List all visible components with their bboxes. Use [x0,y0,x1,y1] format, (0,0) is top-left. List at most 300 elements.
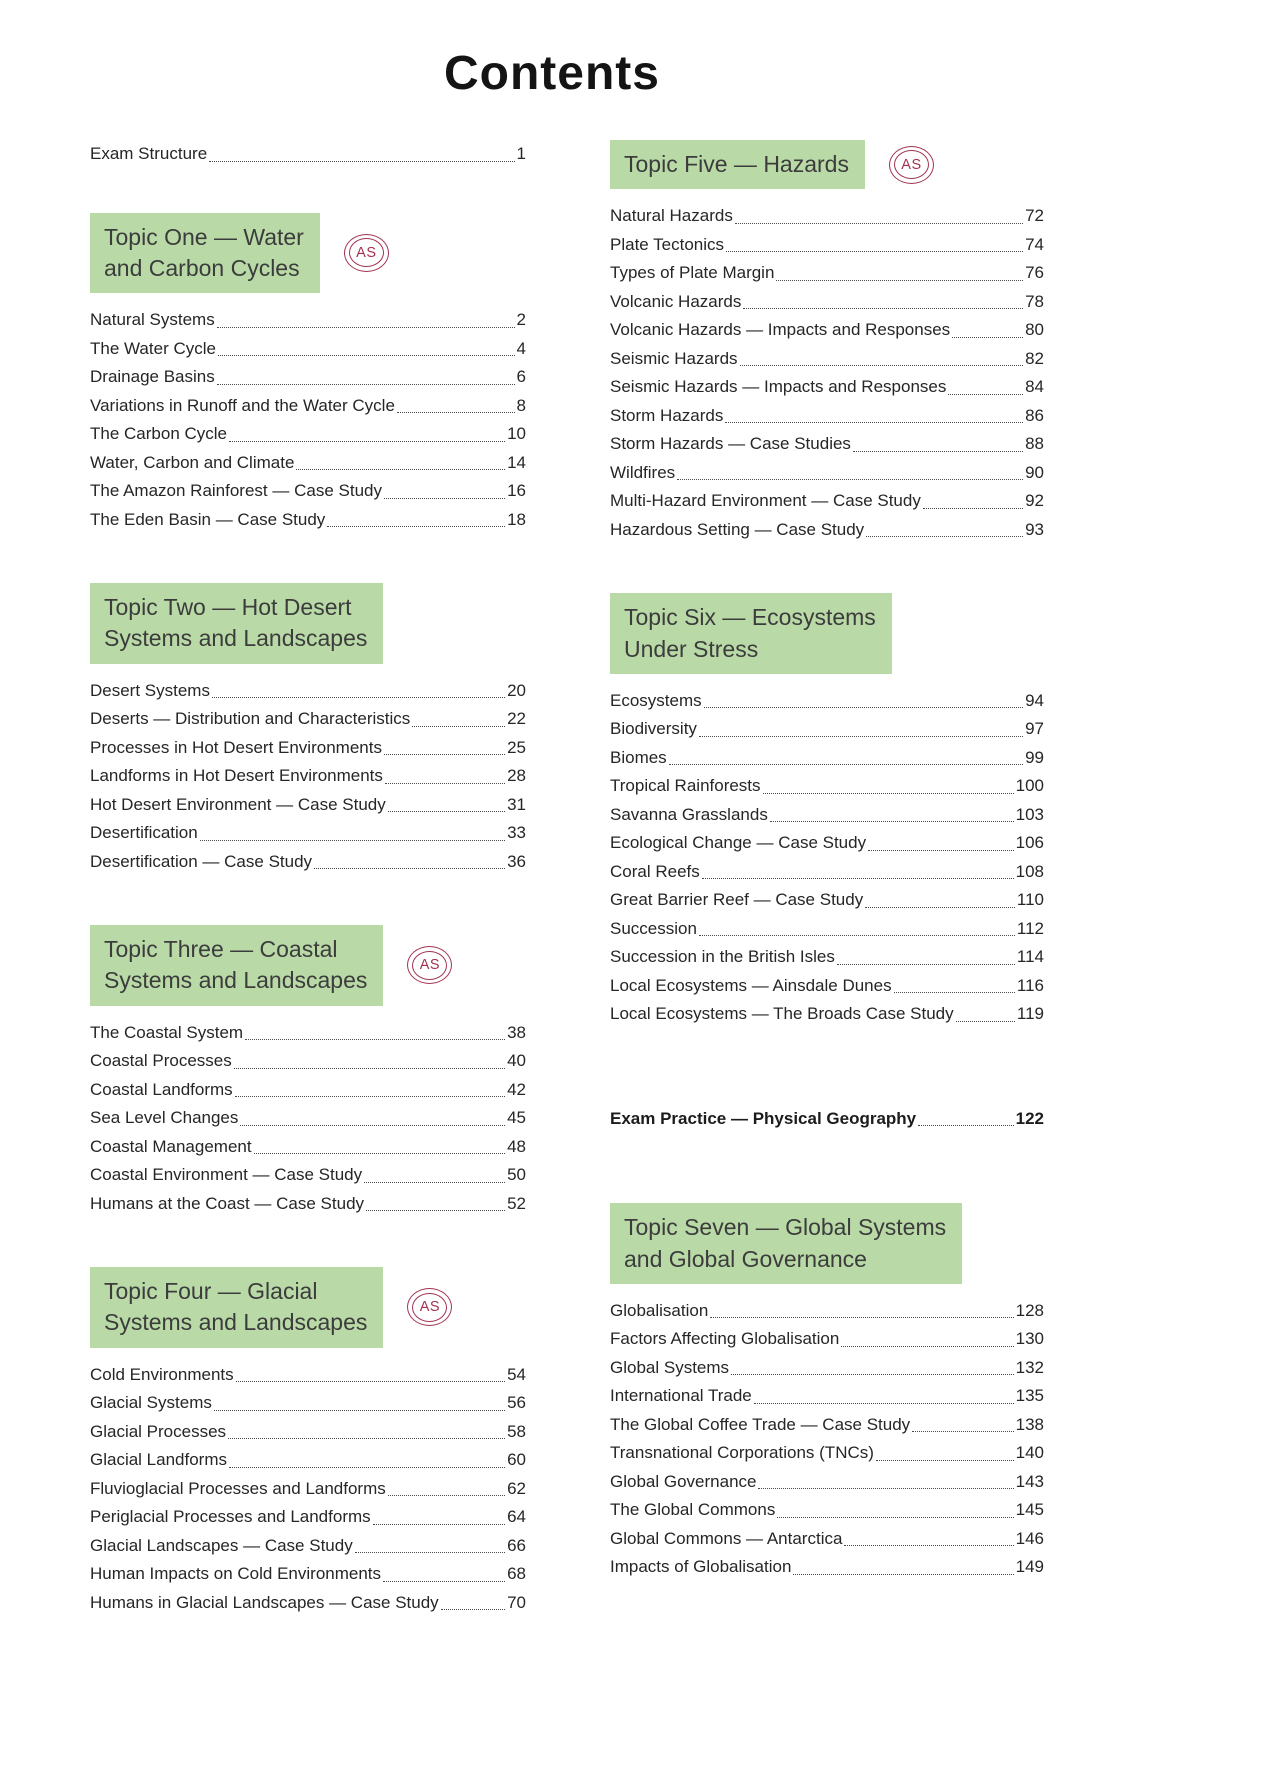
dot-leader [699,736,1023,737]
toc-entry-page-number: 42 [507,1079,526,1099]
toc-section [90,583,526,876]
toc-entry-label: Volcanic Hazards [610,291,742,311]
dot-leader [894,992,1015,993]
toc-entry [610,1411,1044,1440]
toc-entry [610,801,1044,830]
toc-entry-page-number: 78 [1025,291,1044,311]
as-level-badge-label: AS [349,238,384,267]
toc-entry-list [610,1297,1044,1582]
dot-leader [837,964,1015,965]
toc-entry-label: Water, Carbon and Climate [90,452,295,472]
dot-leader [735,223,1023,224]
dot-leader [677,479,1023,480]
toc-entry-label: Volcanic Hazards — Impacts and Responses [610,320,951,340]
toc-entry-page-number: 93 [1025,519,1044,539]
toc-entry-page-number: 58 [507,1421,526,1441]
dot-leader [229,441,505,442]
toc-entry [90,392,526,421]
toc-entry-label: Landforms in Hot Desert Environments [90,766,383,786]
toc-entry-label: Global Governance [610,1471,757,1491]
toc-entry [90,705,526,734]
toc-entry [610,1297,1044,1326]
toc-entry-list [610,202,1044,544]
toc-entry-label: International Trade [610,1386,752,1406]
dot-leader [254,1153,505,1154]
toc-entry-page-number: 31 [507,794,526,814]
dot-leader [212,697,505,698]
toc-entry-label: Humans at the Coast — Case Study [90,1193,365,1213]
dot-leader [702,878,1014,879]
toc-entry-label: Multi-Hazard Environment — Case Study [610,491,921,511]
toc-entry-label: Hot Desert Environment — Case Study [90,794,386,814]
topic-heading: Topic Seven — Global Systems and Global Governance [610,1203,962,1284]
toc-entry-page-number: 36 [507,851,526,871]
toc-entry-label: Types of Plate Margin [610,263,775,283]
toc-entry-label: Glacial Landscapes — Case Study [90,1535,353,1555]
toc-entry [90,506,526,535]
dot-leader [726,251,1023,252]
toc-entry-label: Impacts of Globalisation [610,1557,792,1577]
toc-entry-page-number: 74 [1025,234,1044,254]
dot-leader [952,337,1023,338]
toc-entry [90,1076,526,1105]
toc-entry [610,1105,1044,1134]
dot-leader [710,1317,1013,1318]
dot-leader [841,1346,1013,1347]
toc-entry-label: The Eden Basin — Case Study [90,509,326,529]
toc-entry [610,487,1044,516]
as-level-badge-label: AS [894,150,929,179]
dot-leader [236,1381,505,1382]
toc-entry [90,1019,526,1048]
toc-entry [90,791,526,820]
dot-leader [397,412,515,413]
toc-entry-label: Succession in the British Isles [610,947,835,967]
dot-leader [355,1552,505,1553]
toc-entry-page-number: 130 [1015,1329,1044,1349]
as-level-badge [344,234,389,272]
toc-entry-page-number: 128 [1015,1300,1044,1320]
toc-entry-page-number: 8 [516,395,526,415]
toc-entry-label: Sea Level Changes [90,1108,239,1128]
toc-entry-page-number: 4 [516,338,526,358]
toc-entry-page-number: 20 [507,680,526,700]
toc-entry-page-number: 106 [1015,833,1044,853]
toc-entry-page-number: 138 [1015,1414,1044,1434]
toc-entry [610,345,1044,374]
dot-leader [228,1438,505,1439]
toc-entry-page-number: 72 [1025,206,1044,226]
dot-leader [912,1431,1013,1432]
dot-leader [296,469,505,470]
toc-entry-label: Ecological Change — Case Study [610,833,867,853]
toc-entry-label: The Water Cycle [90,338,216,358]
toc-entry-label: Seismic Hazards — Impacts and Responses [610,377,947,397]
toc-entry [90,1560,526,1589]
toc-entry [610,915,1044,944]
dot-leader [388,811,505,812]
dot-leader [314,868,505,869]
dot-leader [384,754,505,755]
toc-entry-page-number: 48 [507,1136,526,1156]
toc-entry-label: Coastal Environment — Case Study [90,1165,363,1185]
toc-section [610,1105,1044,1134]
toc-entry-page-number: 22 [507,709,526,729]
toc-entry [90,848,526,877]
toc-entry-page-number: 92 [1025,491,1044,511]
dot-leader [704,707,1023,708]
dot-leader [743,308,1023,309]
toc-entry-label: Processes in Hot Desert Environments [90,737,382,757]
toc-section [90,1267,526,1617]
dot-leader [731,1374,1014,1375]
toc-entry-page-number: 132 [1015,1357,1044,1377]
toc-entry [90,1133,526,1162]
toc-entry [610,943,1044,972]
toc-entry-label: Succession [610,918,697,938]
toc-entry-label: The Coastal System [90,1022,244,1042]
toc-entry-page-number: 14 [507,452,526,472]
toc-entry [610,202,1044,231]
toc-entry-label: Biodiversity [610,719,697,739]
dot-leader [776,280,1023,281]
toc-entry-page-number: 86 [1025,405,1044,425]
toc-entry [610,430,1044,459]
toc-entry-page-number: 88 [1025,434,1044,454]
toc-entry-label: Coastal Landforms [90,1079,233,1099]
topic-heading-row [610,593,1044,674]
toc-entry-label: Global Systems [610,1357,730,1377]
toc-entry [610,1553,1044,1582]
dot-leader [923,508,1023,509]
topic-heading: Topic Five — Hazards [610,140,865,189]
toc-entry [610,687,1044,716]
as-level-badge [889,146,934,184]
dot-leader [777,1517,1013,1518]
toc-entry [610,259,1044,288]
toc-entry [90,1503,526,1532]
dot-leader [948,394,1023,395]
topic-heading-row [610,140,1044,189]
topic-heading: Topic Two — Hot Desert Systems and Landscapes [90,583,383,664]
topic-heading-row [610,1203,1044,1284]
toc-entry-page-number: 28 [507,766,526,786]
topic-heading-row [90,213,526,294]
toc-entry [610,516,1044,545]
toc-section [610,1203,1044,1582]
toc-entry-label: Great Barrier Reef — Case Study [610,890,864,910]
toc-entry-page-number: 62 [507,1478,526,1498]
dot-leader [327,526,505,527]
toc-entry-page-number: 116 [1016,975,1044,995]
toc-entry-label: Local Ecosystems — Ainsdale Dunes [610,975,892,995]
toc-entry [610,886,1044,915]
toc-entry [610,1325,1044,1354]
toc-entry-page-number: 56 [507,1393,526,1413]
toc-entry-page-number: 90 [1025,462,1044,482]
toc-entry-page-number: 38 [507,1022,526,1042]
dot-leader [229,1467,505,1468]
dot-leader [725,422,1023,423]
dot-leader [388,1495,505,1496]
dot-leader [793,1574,1013,1575]
toc-entry [90,1190,526,1219]
toc-entry-label: Fluvioglacial Processes and Landforms [90,1478,386,1498]
toc-section [90,925,526,1218]
toc-entry-page-number: 66 [507,1535,526,1555]
toc-entry-label: Variations in Runoff and the Water Cycle [90,395,395,415]
toc-entry-label: Natural Systems [90,310,215,330]
toc-entry-list [610,687,1044,1029]
toc-entry [90,1532,526,1561]
toc-entry-list [90,1019,526,1219]
dot-leader [235,1096,505,1097]
toc-entry-label: Wildfires [610,462,676,482]
toc-entry [610,1000,1044,1029]
toc-entry [610,1468,1044,1497]
toc-entry-label: Exam Structure [90,144,208,163]
toc-entry [90,449,526,478]
toc-entry-page-number: 149 [1015,1557,1044,1577]
toc-entry-page-number: 68 [507,1564,526,1584]
toc-section [610,140,1044,544]
toc-entry-page-number: 52 [507,1193,526,1213]
toc-entry-page-number: 70 [507,1592,526,1612]
toc-entry-label: The Global Coffee Trade — Case Study [610,1414,911,1434]
topic-heading: Topic Four — Glacial Systems and Landscapes [90,1267,383,1348]
toc-entry-label: Drainage Basins [90,367,215,387]
toc-entry [610,858,1044,887]
toc-entry-page-number: 64 [507,1507,526,1527]
toc-entry-list [90,306,526,534]
toc-entry [90,677,526,706]
toc-entry-label: Factors Affecting Globalisation [610,1329,840,1349]
toc-entry [610,772,1044,801]
toc-entry [610,744,1044,773]
toc-entry [610,1354,1044,1383]
toc-entry-label: Glacial Landforms [90,1450,228,1470]
dot-leader [383,1581,505,1582]
toc-entry-page-number: 10 [507,424,526,444]
toc-entry-page-number: 110 [1016,890,1044,910]
topic-heading-row [90,583,526,664]
toc-entry-page-number: 50 [507,1165,526,1185]
toc-entry-label: Human Impacts on Cold Environments [90,1564,382,1584]
topic-heading-row [90,1267,526,1348]
toc-entry-page-number: 100 [1015,776,1044,796]
toc-entry-page-number: 33 [507,823,526,843]
toc-entry [610,1525,1044,1554]
dot-leader [669,764,1023,765]
toc-entry [610,972,1044,1001]
dot-leader [763,793,1014,794]
toc-entry-label: Desertification — Case Study [90,851,313,871]
toc-entry-label: The Global Commons [610,1500,776,1520]
toc-entry-label: Periglacial Processes and Landforms [90,1507,371,1527]
toc-entry [610,402,1044,431]
dot-leader [240,1125,505,1126]
dot-leader [868,850,1014,851]
as-level-badge [407,1288,452,1326]
toc-entry-label: Natural Hazards [610,206,733,226]
as-level-badge-label: AS [412,1293,447,1322]
as-level-badge-label: AS [412,951,447,980]
toc-entry-page-number: 60 [507,1450,526,1470]
toc-section [90,213,526,535]
toc-entry-label: Desert Systems [90,680,210,700]
toc-entry-page-number: 76 [1025,263,1044,283]
dot-leader [373,1524,505,1525]
toc-entry-page-number: 119 [1016,1004,1044,1024]
toc-entry-label: Ecosystems [610,690,702,710]
toc-entry [610,1439,1044,1468]
toc-entry-page-number: 82 [1025,348,1044,368]
toc-entry [90,363,526,392]
toc-entry-label: Plate Tectonics [610,234,725,254]
toc-entry-page-number: 143 [1015,1471,1044,1491]
dot-leader [740,365,1024,366]
toc-entry-label: Coastal Management [90,1136,252,1156]
toc-entry-label: Glacial Systems [90,1393,212,1413]
toc-entry-page-number: 6 [516,367,526,387]
dot-leader [214,1410,505,1411]
toc-entry-page-number: 80 [1025,320,1044,340]
toc-entry-page-number: 18 [507,509,526,529]
toc-entry-page-number: 108 [1015,861,1044,881]
toc-entry [610,231,1044,260]
topic-heading: Topic Three — Coastal Systems and Landscapes [90,925,383,1006]
dot-leader [918,1125,1013,1126]
toc-entry-list [90,140,526,169]
toc-entry-label: Seismic Hazards [610,348,738,368]
toc-entry [90,734,526,763]
toc-entry-page-number: 114 [1016,947,1044,967]
toc-entry-label: Local Ecosystems — The Broads Case Study [610,1004,954,1024]
toc-entry-label: Storm Hazards — Case Studies [610,434,851,454]
toc-entry-page-number: 112 [1016,918,1044,938]
topic-heading: Topic One — Water and Carbon Cycles [90,213,320,294]
toc-entry-page-number: 135 [1015,1386,1044,1406]
toc-entry-list [610,1105,1044,1134]
toc-entry-label: Exam Practice — Physical Geography [610,1108,917,1128]
toc-entry-page-number: 84 [1025,377,1044,397]
dot-leader [853,451,1023,452]
toc-entry-label: The Carbon Cycle [90,424,228,444]
toc-entry-page-number: 103 [1015,804,1044,824]
toc-entry [610,288,1044,317]
toc-entry-page-number: 45 [507,1108,526,1128]
dot-leader [758,1488,1013,1489]
toc-entry-label: Hazardous Setting — Case Study [610,519,865,539]
toc-entry-label: Cold Environments [90,1364,234,1384]
toc-entry [610,459,1044,488]
dot-leader [218,355,515,356]
dot-leader [384,498,505,499]
toc-entry-page-number: 97 [1025,719,1044,739]
toc-section [610,593,1044,1029]
dot-leader [844,1545,1013,1546]
dot-leader [770,821,1014,822]
toc-entry [90,1446,526,1475]
as-level-badge [407,946,452,984]
contents-column-right [610,140,1044,1631]
toc-entry-page-number: 122 [1015,1108,1044,1128]
toc-entry-label: Desertification [90,823,198,843]
toc-entry [610,715,1044,744]
toc-entry [90,1104,526,1133]
toc-entry-label: Transnational Corporations (TNCs) [610,1443,874,1463]
dot-leader [364,1182,505,1183]
topic-heading: Topic Six — Ecosystems Under Stress [610,593,892,674]
toc-entry [90,335,526,364]
dot-leader [209,161,514,162]
toc-entry-list [90,1361,526,1618]
toc-entry-label: Globalisation [610,1300,709,1320]
dot-leader [412,726,505,727]
dot-leader [200,840,505,841]
toc-entry-label: Savanna Grasslands [610,804,768,824]
toc-entry-page-number: 140 [1015,1443,1044,1463]
topic-heading-row [90,925,526,1006]
toc-entry-page-number: 40 [507,1051,526,1071]
toc-entry-label: Tropical Rainforests [610,776,761,796]
toc-entry-page-number: 16 [507,481,526,501]
toc-entry [90,306,526,335]
contents-column-left [90,140,526,1666]
dot-leader [385,783,505,784]
toc-entry-page-number: 2 [516,310,526,330]
toc-entry-label: Coastal Processes [90,1051,232,1071]
toc-entry [90,819,526,848]
dot-leader [245,1039,505,1040]
toc-entry-label: Glacial Processes [90,1421,227,1441]
dot-leader [234,1068,505,1069]
toc-entry [90,1389,526,1418]
toc-entry-page-number: 1 [516,144,526,163]
toc-entry [90,1418,526,1447]
page-title: Contents [444,47,660,100]
dot-leader [217,384,515,385]
toc-entry [90,1361,526,1390]
dot-leader [866,536,1023,537]
toc-entry [90,1161,526,1190]
toc-entry-label: Deserts — Distribution and Characteristics [90,709,411,729]
toc-entry-page-number: 94 [1025,690,1044,710]
toc-entry [90,1047,526,1076]
toc-entry-label: Global Commons — Antarctica [610,1528,843,1548]
toc-entry [610,316,1044,345]
dot-leader [217,327,515,328]
dot-leader [956,1021,1015,1022]
toc-entry [90,1589,526,1618]
dot-leader [441,1609,505,1610]
toc-entry [610,1496,1044,1525]
toc-entry-label: Humans in Glacial Landscapes — Case Study [90,1592,439,1612]
toc-entry-label: The Amazon Rainforest — Case Study [90,481,382,501]
toc-entry [90,762,526,791]
toc-entry [90,477,526,506]
toc-entry-label: Coral Reefs [610,861,700,881]
dot-leader [876,1460,1014,1461]
toc-entry [610,1382,1044,1411]
toc-entry [90,140,526,169]
toc-entry-label: Biomes [610,747,667,767]
toc-section [90,140,526,169]
toc-entry-page-number: 99 [1025,747,1044,767]
toc-entry [90,1475,526,1504]
toc-entry-page-number: 145 [1015,1500,1044,1520]
toc-entry-page-number: 25 [507,737,526,757]
